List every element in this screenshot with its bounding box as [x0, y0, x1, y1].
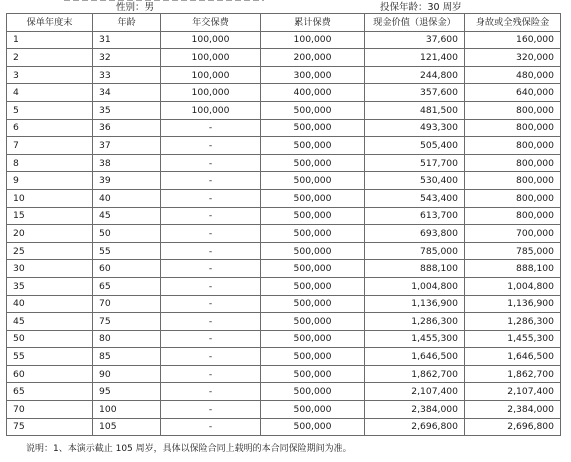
cell-policy-year: 75	[7, 418, 93, 436]
cell-cash-value: 613,700	[365, 207, 465, 225]
cell-annual-premium: -	[161, 365, 261, 383]
table-row	[7, 295, 561, 313]
cell-cash-value: 888,100	[365, 260, 465, 278]
cell-age: 38	[93, 154, 161, 172]
cell-total-premium: 100,000	[261, 31, 365, 49]
cell-age: 50	[93, 225, 161, 243]
cell-cash-value: 530,400	[365, 172, 465, 190]
cell-policy-year: 10	[7, 189, 93, 207]
cell-cash-value: 2,107,400	[365, 383, 465, 401]
cell-death-benefit: 800,000	[465, 154, 561, 172]
cell-policy-year: 6	[7, 119, 93, 137]
table-row	[7, 189, 561, 207]
cell-death-benefit: 1,004,800	[465, 277, 561, 295]
cell-cash-value: 481,500	[365, 101, 465, 119]
cell-age: 32	[93, 49, 161, 67]
cell-age: 36	[93, 119, 161, 137]
cell-total-premium: 500,000	[261, 154, 365, 172]
cell-age: 90	[93, 365, 161, 383]
cell-annual-premium: -	[161, 330, 261, 348]
cell-age: 35	[93, 101, 161, 119]
table-row	[7, 31, 561, 49]
cell-policy-year: 70	[7, 401, 93, 419]
cell-age: 37	[93, 137, 161, 155]
table-row	[7, 119, 561, 137]
cell-annual-premium: -	[161, 383, 261, 401]
cell-total-premium: 500,000	[261, 101, 365, 119]
table-row	[7, 207, 561, 225]
cell-annual-premium: 100,000	[161, 66, 261, 84]
cell-death-benefit: 320,000	[465, 49, 561, 67]
cell-cash-value: 121,400	[365, 49, 465, 67]
cell-policy-year: 1	[7, 31, 93, 49]
cell-policy-year: 60	[7, 365, 93, 383]
cell-policy-year: 50	[7, 330, 93, 348]
table-row	[7, 383, 561, 401]
table-row	[7, 172, 561, 190]
cell-policy-year: 8	[7, 154, 93, 172]
cell-total-premium: 500,000	[261, 295, 365, 313]
cell-age: 85	[93, 348, 161, 366]
cell-annual-premium: -	[161, 225, 261, 243]
cell-total-premium: 500,000	[261, 137, 365, 155]
cell-total-premium: 500,000	[261, 418, 365, 436]
cell-death-benefit: 800,000	[465, 189, 561, 207]
table-row	[7, 277, 561, 295]
table-row	[7, 401, 561, 419]
cell-death-benefit: 1,286,300	[465, 313, 561, 331]
cell-age: 34	[93, 84, 161, 102]
cell-policy-year: 5	[7, 101, 93, 119]
cell-age: 70	[93, 295, 161, 313]
cell-death-benefit: 160,000	[465, 31, 561, 49]
table-row	[7, 84, 561, 102]
cell-death-benefit: 480,000	[465, 66, 561, 84]
table-row	[7, 260, 561, 278]
cell-policy-year: 20	[7, 225, 93, 243]
table-header-row	[7, 14, 561, 32]
table-row	[7, 154, 561, 172]
cell-death-benefit: 800,000	[465, 101, 561, 119]
cell-total-premium: 500,000	[261, 119, 365, 137]
cell-policy-year: 25	[7, 242, 93, 260]
cell-cash-value: 37,600	[365, 31, 465, 49]
cell-total-premium: 500,000	[261, 401, 365, 419]
benefit-illustration-table	[6, 13, 561, 436]
cell-cash-value: 2,696,800	[365, 418, 465, 436]
cell-death-benefit: 888,100	[465, 260, 561, 278]
header-policy-year: 保单年度末	[7, 14, 93, 32]
cell-age: 33	[93, 66, 161, 84]
cell-total-premium: 500,000	[261, 365, 365, 383]
cell-policy-year: 35	[7, 277, 93, 295]
cell-age: 100	[93, 401, 161, 419]
cell-death-benefit: 2,384,000	[465, 401, 561, 419]
cell-cash-value: 505,400	[365, 137, 465, 155]
cell-annual-premium: -	[161, 242, 261, 260]
table-row	[7, 101, 561, 119]
insured-gender: 性别：男	[116, 2, 155, 13]
cell-cash-value: 493,300	[365, 119, 465, 137]
cell-age: 60	[93, 260, 161, 278]
cell-annual-premium: -	[161, 207, 261, 225]
cell-cash-value: 1,004,800	[365, 277, 465, 295]
cell-death-benefit: 640,000	[465, 84, 561, 102]
cell-death-benefit: 2,107,400	[465, 383, 561, 401]
cell-annual-premium: -	[161, 277, 261, 295]
cell-annual-premium: -	[161, 313, 261, 331]
cell-death-benefit: 1,862,700	[465, 365, 561, 383]
table-row	[7, 418, 561, 436]
cell-total-premium: 500,000	[261, 330, 365, 348]
cell-total-premium: 500,000	[261, 313, 365, 331]
cell-annual-premium: -	[161, 154, 261, 172]
cell-cash-value: 357,600	[365, 84, 465, 102]
cell-age: 80	[93, 330, 161, 348]
header-cash-value: 现金价值（退保金）	[365, 14, 465, 32]
cell-death-benefit: 800,000	[465, 137, 561, 155]
cell-cash-value: 785,000	[365, 242, 465, 260]
header-annual-premium: 年交保费	[161, 14, 261, 32]
table-row	[7, 330, 561, 348]
cell-policy-year: 7	[7, 137, 93, 155]
header-death-benefit: 身故或全残保险金	[465, 14, 561, 32]
cell-cash-value: 693,800	[365, 225, 465, 243]
cell-total-premium: 400,000	[261, 84, 365, 102]
cell-total-premium: 300,000	[261, 66, 365, 84]
cell-age: 95	[93, 383, 161, 401]
cell-total-premium: 500,000	[261, 383, 365, 401]
cell-total-premium: 500,000	[261, 260, 365, 278]
cell-annual-premium: -	[161, 401, 261, 419]
cell-age: 31	[93, 31, 161, 49]
cell-annual-premium: -	[161, 418, 261, 436]
cell-annual-premium: 100,000	[161, 101, 261, 119]
table-row	[7, 137, 561, 155]
cell-death-benefit: 1,455,300	[465, 330, 561, 348]
cell-cash-value: 1,455,300	[365, 330, 465, 348]
cell-total-premium: 500,000	[261, 207, 365, 225]
cell-death-benefit: 800,000	[465, 207, 561, 225]
insured-age: 投保年龄：30 周岁	[380, 2, 462, 13]
cell-age: 65	[93, 277, 161, 295]
cell-annual-premium: 100,000	[161, 49, 261, 67]
cell-policy-year: 4	[7, 84, 93, 102]
cell-policy-year: 15	[7, 207, 93, 225]
table-row	[7, 242, 561, 260]
cell-death-benefit: 2,696,800	[465, 418, 561, 436]
cell-age: 45	[93, 207, 161, 225]
header-age: 年龄	[93, 14, 161, 32]
cell-cash-value: 517,700	[365, 154, 465, 172]
cell-cash-value: 1,862,700	[365, 365, 465, 383]
cell-age: 105	[93, 418, 161, 436]
cell-cash-value: 1,646,500	[365, 348, 465, 366]
cell-cash-value: 543,400	[365, 189, 465, 207]
table-body	[7, 31, 561, 436]
cell-total-premium: 200,000	[261, 49, 365, 67]
cell-death-benefit: 700,000	[465, 225, 561, 243]
cell-annual-premium: 100,000	[161, 84, 261, 102]
cell-age: 40	[93, 189, 161, 207]
cell-policy-year: 2	[7, 49, 93, 67]
cell-annual-premium: 100,000	[161, 31, 261, 49]
table-row	[7, 348, 561, 366]
cell-annual-premium: -	[161, 348, 261, 366]
cell-annual-premium: -	[161, 172, 261, 190]
cell-age: 55	[93, 242, 161, 260]
cell-death-benefit: 1,646,500	[465, 348, 561, 366]
table-row	[7, 365, 561, 383]
footnote: 说明：1、本演示截止 105 周岁，具体以保险合同上载明的本合同保险期间为准。	[26, 444, 352, 454]
cell-total-premium: 500,000	[261, 225, 365, 243]
cell-annual-premium: -	[161, 119, 261, 137]
cell-age: 39	[93, 172, 161, 190]
cell-total-premium: 500,000	[261, 189, 365, 207]
table-row	[7, 66, 561, 84]
cell-total-premium: 500,000	[261, 277, 365, 295]
table-row	[7, 225, 561, 243]
cell-policy-year: 45	[7, 313, 93, 331]
cell-policy-year: 3	[7, 66, 93, 84]
cell-policy-year: 65	[7, 383, 93, 401]
table-row	[7, 49, 561, 67]
cell-death-benefit: 800,000	[465, 119, 561, 137]
cell-policy-year: 55	[7, 348, 93, 366]
cell-annual-premium: -	[161, 137, 261, 155]
cell-annual-premium: -	[161, 189, 261, 207]
cell-total-premium: 500,000	[261, 172, 365, 190]
cell-policy-year: 40	[7, 295, 93, 313]
cell-policy-year: 30	[7, 260, 93, 278]
cell-policy-year: 9	[7, 172, 93, 190]
cell-death-benefit: 1,136,900	[465, 295, 561, 313]
cell-cash-value: 244,800	[365, 66, 465, 84]
cell-death-benefit: 785,000	[465, 242, 561, 260]
cell-death-benefit: 800,000	[465, 172, 561, 190]
cell-cash-value: 2,384,000	[365, 401, 465, 419]
cell-total-premium: 500,000	[261, 348, 365, 366]
cell-age: 75	[93, 313, 161, 331]
cell-cash-value: 1,286,300	[365, 313, 465, 331]
cell-annual-premium: -	[161, 295, 261, 313]
cell-annual-premium: -	[161, 260, 261, 278]
header-total-premium: 累计保费	[261, 14, 365, 32]
table-row	[7, 313, 561, 331]
cell-cash-value: 1,136,900	[365, 295, 465, 313]
cell-total-premium: 500,000	[261, 242, 365, 260]
